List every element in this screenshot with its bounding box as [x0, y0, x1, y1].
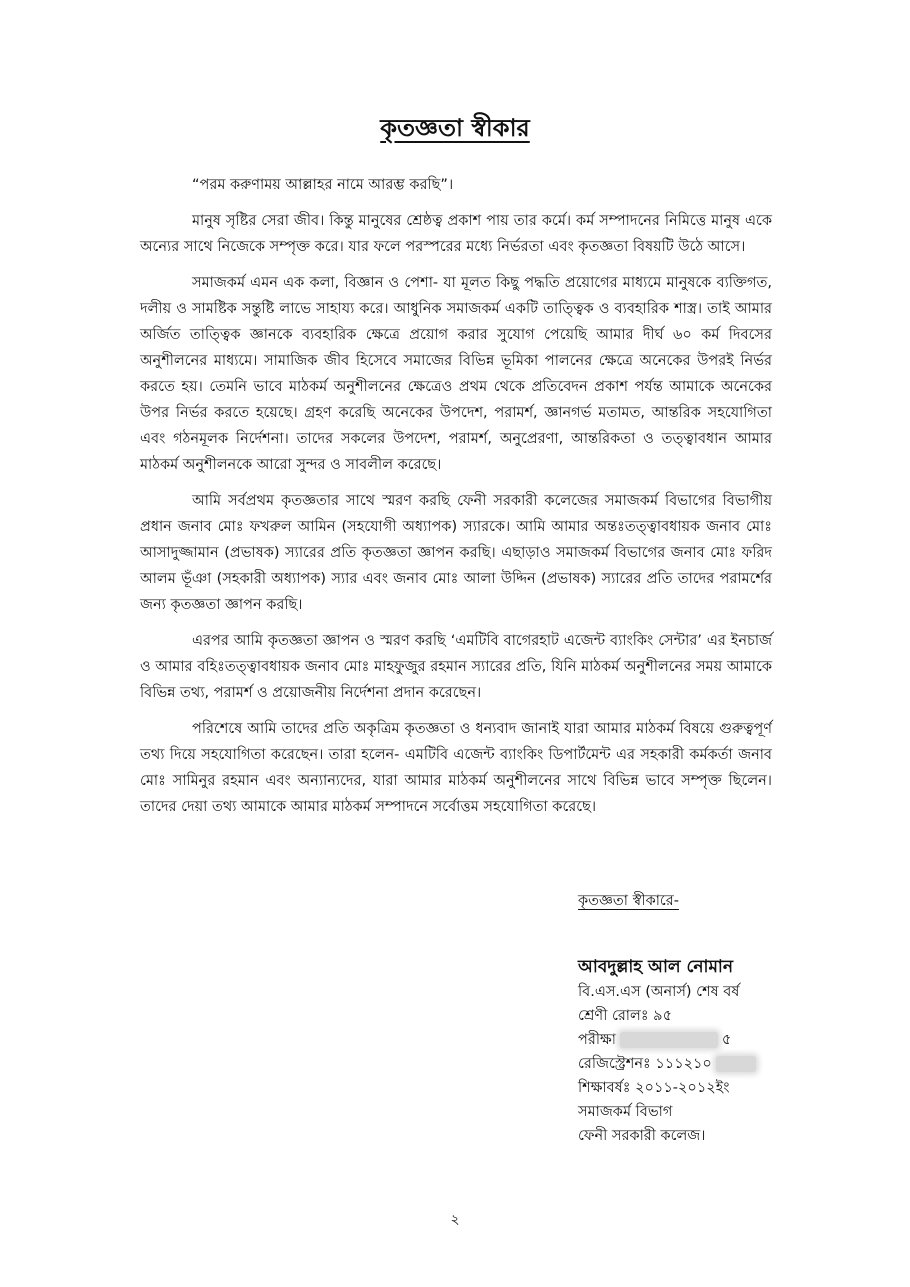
- registration-label: রেজিস্ট্রেশনঃ ১১১২১০: [578, 1056, 712, 1072]
- page-title: [0, 112, 910, 144]
- signature-block: [578, 888, 808, 1148]
- redacted-registration-number: [716, 1056, 756, 1072]
- page-number: ২: [450, 1212, 460, 1228]
- exam-suffix: ৫: [721, 1032, 732, 1048]
- paragraph-4: এরপর আমি কৃতজ্ঞতা জ্ঞাপন ও স্মরণ করছি ‘এমটিবি বাগেরহাট এজেন্ট ব্যাংকিং সেন্টার’ এর ইনচার্জ ও আমার বহিঃতত্ত্বাবধায়ক জনাব মোঃ মাহফুজুর রহমান স্যারের প্রতি, যিনি মাঠকর্ম অনুশীলনের সময় আমাকে বিভিন্ন তথ্য, পরামর্শ ও প্রয়োজনীয় নির্দেশনা প্রদান করেছেন।: [140, 633, 772, 701]
- paragraph-2: সমাজকর্ম এমন এক কলা, বিজ্ঞান ও পেশা- যা মূলত কিছু পদ্ধতি প্রয়োগের মাধ্যমে মানুষকে ব্যক্তিগত, দলীয় ও সামষ্টিক সন্তুষ্টি লাভে সাহায্য করে। আধুনিক সমাজকর্ম একটি তাত্ত্বিক ও ব্যবহারিক শাস্ত্র। তাই আমার অর্জিত তাত্ত্বিক জ্ঞানকে ব্যবহারিক ক্ষেত্রে প্রয়োগ করার সুযোগ পেয়েছি আমার দীর্ঘ ৬০ কর্ম দিবসের অনুশীলনের মাধ্যমে। সামাজিক জীব হিসেবে সমাজের বিভিন্ন ভূমিকা পালনের ক্ষেত্রে অনেকের উপরই নির্ভর করতে হয়। তেমনি ভাবে মাঠকর্ম অনুশীলনের ক্ষেত্রেও প্রথম থেকে প্রতিবেদন প্রকাশ পর্যন্ত আমাকে অনেকের উপর নির্ভর করতে হয়েছে। গ্রহণ করেছি অনেকের উপদেশ, পরামর্শ, জ্ঞানগর্ভ মতামত, আন্তরিক সহযোগিতা এবং গঠনমূলক নির্দেশনা। তাদের সকলের উপদেশ, পরামর্শ, অনুপ্রেরণা, আন্তরিকতা ও তত্ত্বাবধান আমার মাঠকর্ম অনুশীলনকে আরো সুন্দর ও সাবলীল করেছে।: [140, 275, 772, 473]
- redacted-exam-number: [620, 1032, 718, 1048]
- author-roll: শ্রেণী রোলঃ ৯৫: [578, 1008, 672, 1024]
- paragraph-opening: “পরম করুণাময় আল্লাহর নামে আরম্ভ করছি”।: [192, 177, 454, 193]
- author-name: আবদুল্লাহ আল নোমান: [578, 957, 733, 977]
- author-session: শিক্ষাবর্ষঃ ২০১১-২০১২ইং: [578, 1080, 730, 1096]
- author-department: সমাজকর্ম বিভাগ: [578, 1104, 673, 1120]
- page-title-text: কৃতজ্ঞতা স্বীকার: [380, 114, 530, 142]
- author-registration: [578, 1052, 808, 1076]
- author-college: ফেনী সরকারী কলেজ।: [578, 1128, 706, 1144]
- paragraph-5: পরিশেষে আমি তাদের প্রতি অকৃত্রিম কৃতজ্ঞতা ও ধন্যবাদ জানাই যারা আমার মাঠকর্ম বিষয়ে গুরুত্বপূর্ণ তথ্য দিয়ে সহযোগিতা করেছেন। তারা হলেন- এমটিবি এজেন্ট ব্যাংকিং ডিপার্টমেন্ট এর সহকারী কর্মকর্তা জনাব মোঃ সামিনুর রহমান এবং অন্যান্যদের, যারা আমার মাঠকর্ম অনুশীলনের সাথে বিভিন্ন ভাবে সম্পৃক্ত ছিলেন। তাদের দেয়া তথ্য আমাকে আমার মাঠকর্ম সম্পাদনে সর্বোত্তম সহযোগিতা করেছে।: [140, 721, 772, 815]
- paragraph-1: মানুষ সৃষ্টির সেরা জীব। কিন্তু মানুষের শ্রেষ্ঠত্ব প্রকাশ পায় তার কর্মে। কর্ম সম্পাদনের নিমিত্তে মানুষ একে অন্যের সাথে নিজেকে সম্পৃক্ত করে। যার ফলে পরস্পরের মধ্যে নির্ভরতা এবং কৃতজ্ঞতা বিষয়টি উঠে আসে।: [140, 213, 772, 255]
- author-exam: [578, 1028, 808, 1052]
- signature-heading: কৃতজ্ঞতা স্বীকারে-: [578, 893, 679, 909]
- author-degree: বি.এস.এস (অনার্স) শেষ বর্ষ: [578, 984, 740, 1000]
- acknowledgement-body: [140, 172, 772, 830]
- exam-label: পরীক্ষা: [578, 1032, 616, 1048]
- paragraph-3: আমি সর্বপ্রথম কৃতজ্ঞতার সাথে স্মরণ করছি ফেনী সরকারী কলেজের সমাজকর্ম বিভাগের বিভাগীয় প্রধান জনাব মোঃ ফখরুল আমিন (সহযোগী অধ্যাপক) স্যারকে। আমি আমার অন্তঃতত্ত্বাবধায়ক জনাব মোঃ আসাদুজ্জামান (প্রভাষক) স্যারের প্রতি কৃতজ্ঞতা জ্ঞাপন করছি। এছাড়াও সমাজকর্ম বিভাগের জনাব মোঃ ফরিদ আলম ভূঁঞা (সহকারী অধ্যাপক) স্যার এবং জনাব মোঃ আলা উদ্দিন (প্রভাষক) স্যারের প্রতি তাদের পরামর্শের জন্য কৃতজ্ঞতা জ্ঞাপন করছি।: [140, 493, 772, 613]
